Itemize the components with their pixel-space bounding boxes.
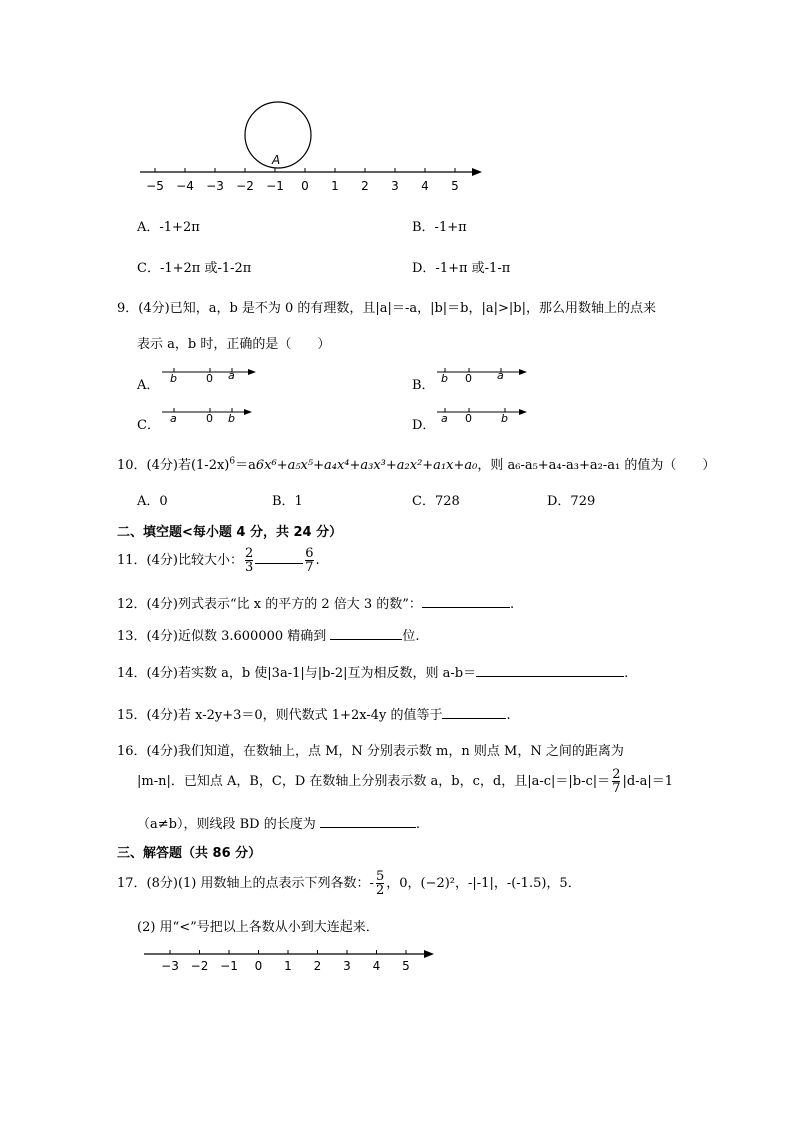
- q10-exponent: 6: [229, 456, 236, 467]
- q12-text: 列式表示“比 x 的平方的 2 倍大 3 的数”：: [177, 597, 422, 612]
- q15-answer-blank[interactable]: [442, 706, 506, 719]
- q16-line2: [137, 768, 673, 795]
- tick-label: −2: [236, 179, 254, 193]
- fraction-5-2: [376, 870, 384, 897]
- q17-part2: (2) 用“<”号把以上各数从小到大连起来．: [137, 920, 379, 935]
- q14-answer-blank[interactable]: [476, 664, 624, 677]
- frac-num: 2: [612, 767, 621, 782]
- axis-arrow: [424, 950, 434, 958]
- fraction-2-3: [245, 547, 253, 574]
- q14-number: 14．(4分): [117, 666, 178, 681]
- q15-number: 15．(4分): [117, 708, 178, 723]
- q9-option-a-label[interactable]: A．: [137, 378, 160, 393]
- q13-answer-blank[interactable]: [330, 627, 402, 640]
- point-label-a: a: [170, 412, 177, 425]
- axis-arrow: [519, 409, 527, 415]
- tick-label: 0: [254, 959, 263, 973]
- zero-label: 0: [206, 372, 213, 385]
- q9-option-c-label[interactable]: C．: [137, 418, 160, 433]
- tick-label: −1: [266, 179, 284, 193]
- point-label-a: a: [441, 412, 448, 425]
- axis-arrow: [248, 369, 256, 375]
- frac-num: 5: [375, 869, 385, 884]
- tick-label: 1: [284, 959, 292, 973]
- frac-num: 6: [305, 546, 314, 561]
- q9-option-c-numberline[interactable]: [160, 402, 260, 426]
- q11-end: .: [315, 553, 320, 568]
- q12: [117, 593, 514, 612]
- section-2-heading: 二、填空题<每小题 4 分，共 24 分）: [117, 525, 343, 540]
- q14-text: 若实数 a，b 使|3a-1|与|b-2|互为相反数，则 a-b＝: [177, 666, 477, 681]
- tick-label: −3: [161, 959, 179, 973]
- q9-option-d-label[interactable]: D．: [412, 418, 436, 433]
- q9-number: 9．(4分): [117, 301, 170, 316]
- q10-option-a[interactable]: A．0: [137, 494, 168, 509]
- q10-option-c[interactable]: C．728: [412, 494, 460, 509]
- circle-point-label: A: [272, 153, 281, 167]
- q8-option-d[interactable]: D．-1+π 或-1-π: [412, 261, 511, 276]
- tick-label: 1: [331, 179, 339, 193]
- numberline-circle-figure: [130, 98, 490, 198]
- q17-p1: (1) 用数轴上的点表示下列各数：: [177, 876, 370, 891]
- q9-option-d-numberline[interactable]: [435, 402, 535, 426]
- q8-option-c[interactable]: C．-1+2π 或-1-2π: [137, 261, 252, 276]
- tick-label: 2: [313, 959, 322, 973]
- frac-den: 3: [244, 560, 254, 575]
- q15: [117, 704, 511, 723]
- q17-number: 17．(8分): [117, 876, 178, 891]
- q17-items: ，0，(−2)²，-|-1|，-(-1.5)，5．: [386, 876, 581, 891]
- q11-text: 比较大小：: [177, 553, 243, 568]
- tick-label: −4: [176, 179, 194, 193]
- q8-option-b[interactable]: B．-1+π: [412, 220, 467, 235]
- q10-number: 10．(4分): [117, 458, 178, 473]
- zero-label: 0: [206, 412, 213, 425]
- point-label-a: a: [228, 369, 235, 382]
- tick-label: −3: [206, 179, 224, 193]
- q9-option-b-numberline[interactable]: [435, 362, 535, 386]
- tick-label: 2: [361, 179, 369, 193]
- tick-label: −5: [146, 179, 164, 193]
- q10-stem: [117, 454, 715, 473]
- q15-end: .: [506, 708, 511, 723]
- frac-den: 2: [375, 883, 385, 898]
- point-label-b: b: [228, 412, 235, 425]
- zero-label: 0: [465, 412, 472, 425]
- point-label-b: b: [441, 372, 448, 385]
- q12-number: 12．(4分): [117, 597, 178, 612]
- q16-answer-blank[interactable]: [320, 815, 416, 828]
- q16-text1: 我们知道，在数轴上，点 M，N 分别表示数 m，n 则点 M，N 之间的距离为: [177, 744, 624, 759]
- q15-text: 若 x-2y+3＝0，则代数式 1+2x-4y 的值等于: [177, 708, 443, 723]
- section-3-heading: 三、解答题（共 86 分）: [117, 846, 262, 861]
- frac-den: 7: [305, 560, 314, 575]
- q10-option-b[interactable]: B．1: [272, 494, 303, 509]
- axis-arrow: [244, 409, 252, 415]
- q12-end: .: [509, 597, 515, 612]
- q13-end: 位.: [402, 629, 420, 644]
- q16-text2a: |m-n|．已知点 A，B，C，D 在数轴上分别表示数 a，b，c，d，且|a-c|＝|b-c|＝: [137, 774, 611, 789]
- zero-label: 0: [465, 372, 472, 385]
- q9-option-a-numberline[interactable]: [160, 362, 260, 386]
- frac-den: 7: [612, 781, 621, 796]
- q9-option-b-label[interactable]: B．: [412, 378, 435, 393]
- point-label-b: b: [170, 372, 177, 385]
- q9-line2: 表示 a，b 时，正确的是（ ）: [137, 337, 331, 352]
- tick-label: 0: [301, 179, 309, 193]
- q8-option-a[interactable]: A．-1+2π: [137, 220, 200, 235]
- q16-line3: [137, 813, 420, 832]
- fraction-6-7: [305, 547, 313, 574]
- q14: [117, 662, 628, 681]
- q17-minus: -: [369, 876, 374, 891]
- q13: [117, 625, 420, 644]
- q17-part1: [117, 870, 581, 897]
- tick-label: −2: [190, 959, 209, 973]
- q10-tail: ，则 a₆-a₅+a₄-a₃+a₂-a₁ 的值为（ ）: [477, 458, 716, 473]
- q11-answer-blank[interactable]: [255, 551, 303, 564]
- q16-end: .: [415, 817, 420, 832]
- axis-arrow: [472, 168, 482, 176]
- q13-number: 13．(4分): [117, 629, 178, 644]
- tick-label: 4: [421, 179, 429, 193]
- q16-number: 16．(4分): [117, 744, 178, 759]
- axis-arrow: [519, 369, 527, 375]
- q10-polynomial: 6x⁶+a₅x⁵+a₄x⁴+a₃x³+a₂x²+a₁x+a₀: [255, 458, 478, 473]
- q16-text3: （a≠b），则线段 BD 的长度为: [137, 817, 316, 832]
- q14-end: .: [624, 666, 629, 681]
- q12-answer-blank[interactable]: [422, 595, 510, 608]
- tick-label: −1: [220, 959, 238, 973]
- tick-label: 3: [343, 959, 351, 973]
- point-label-a: a: [497, 369, 504, 382]
- q9-line1: [117, 297, 656, 316]
- tick-label: 5: [402, 959, 410, 973]
- q11: [117, 547, 320, 574]
- q10-option-d[interactable]: D．729: [547, 494, 596, 509]
- q16-text2b: |d-a|＝1: [622, 774, 673, 789]
- tick-label: 4: [372, 959, 381, 973]
- q10-pre: 若(1-2x): [177, 458, 230, 473]
- point-label-b: b: [501, 412, 508, 425]
- q16-line1: [117, 740, 624, 759]
- q10-eq: ＝a: [235, 458, 256, 473]
- q13-text: 近似数 3.600000 精确到: [177, 629, 327, 644]
- q11-number: 11．(4分): [117, 553, 178, 568]
- frac-num: 2: [244, 546, 254, 561]
- q9-text: 已知，a，b 是不为 0 的有理数，且|a|＝-a，|b|＝b，|a|>|b|，那么用数轴上的点来: [169, 301, 656, 316]
- fraction-2-7: [612, 768, 620, 795]
- tick-label: 3: [391, 179, 399, 193]
- q17-numberline[interactable]: [140, 944, 440, 974]
- tick-label: 5: [451, 179, 459, 193]
